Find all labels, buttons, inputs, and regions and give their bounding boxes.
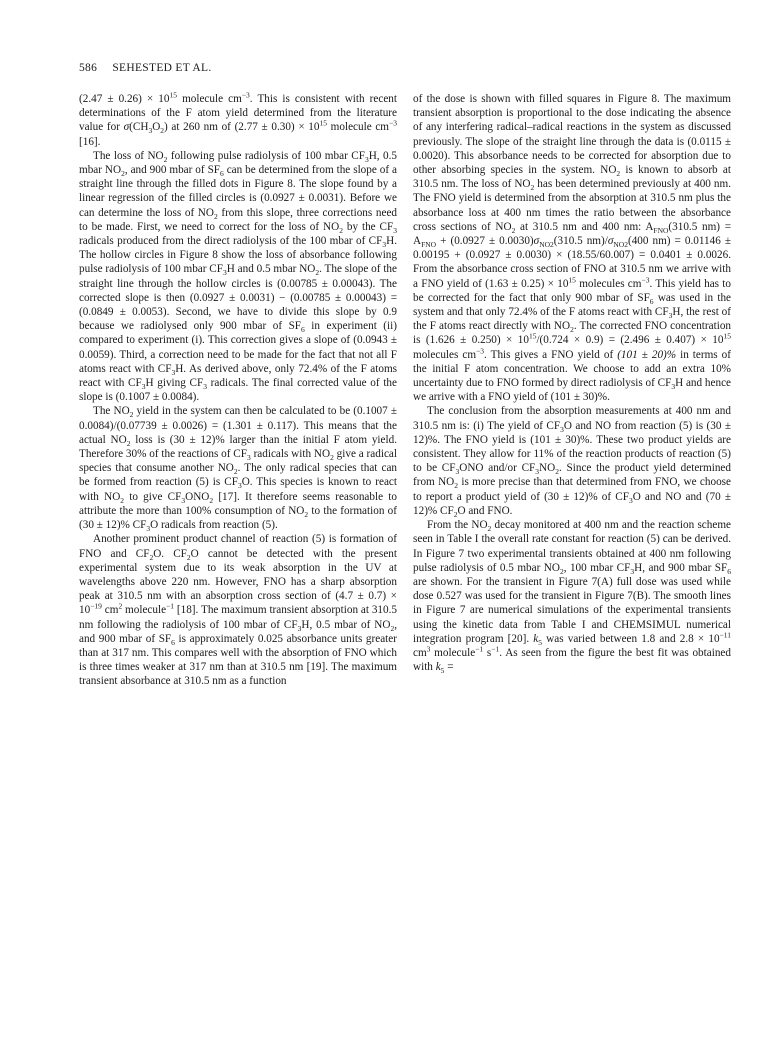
left-column [79,92,397,689]
running-head-authors: SEHESTED ET AL. [112,62,212,74]
running-header [79,62,212,74]
paragraph: $(2.47 \pm 0.26) \times 10^{15}$ molecule $cm^{-3}$. This is consistent with recent determinations of the F atom yield determined from the literature value for $\sigma(CH_3O_2)$ at 260 nm of $(2.77 \pm 0.30) \times 10^{15}$ molecule $cm^{-3}$ [16]. [79,90,397,148]
right-column [413,92,731,674]
paragraph: The $NO_2$ yield in the system can then be calculated to be (0.1007 ± 0.0084)/(0.07739 ± 0.0026) = (1.301 ± 0.117). This means that the actual $NO_2$ loss is (30 ± 12)% larger than the initial F atom yield. Therefore 30% of the reactions of $CF_3$ radicals with $NO_2$ give a radical species that consume another $NO_2$. The only radical species that can be formed from reaction (5) is $CF_3O$. This species is known to react with $NO_2$ to give $CF_3ONO_2$ [17]. It therefore seems reasonable to attribute the more than 100% consumption of $NO_2$ to the formation of (30 ± 12)% $CF_3O$ radicals from reaction (5). [79,405,398,534]
paragraph: of the dose is shown with filled squares in Figure 8. The maximum transient absorption is proportional to the dose indicating the absence of any interfering radical–radical reactions in the system as discussed previously. The slope of the straight line through the data is (0.0115 ± 0.0020). This absorbance needs to be corrected for absorption due to other absorbing species in the system. $NO_2$ is known to absorb at 310.5 nm. The loss of $NO_2$ has been determined previously at 400 nm. The FNO yield is determined from the absorption at 310.5 nm plus the absorbance loss at 400 nm times the ratio between the absorbance cross sections of $NO_2$ at 310.5 nm and 400 nm: $A_{FNO}(310.5$ $nm) = A_{FNO} + (0.0927 \pm 0.0030)\sigma_{NO2}(310.5$ $nm)/\sigma_{NO2}(400$ nm) = 0.01146 ± 0.00195 + (0.0927 ± 0.0030) × (18.55/60.007) = 0.0401 ± 0.0026. From the absorbance cross section of FNO at 310.5 nm we arrive with a FNO yield of $(1.63 \pm 0.25) \times 10^{15}$ molecules $cm^{-3}$. This yield has to be corrected for the fact that only 900 mbar of $SF_6$ was used in the system and that only 72.4% of the F atoms react with $CF_3H$, the rest of the F atoms react directly with $NO_2$. The corrected FNO concentration is $(1.626 \pm 0.250) \times 10^{15}/(0.724 \times 0.9) = (2.496 \pm 0.407) \times 10^{15}$ molecules $cm^{-3}$. This gives a FNO yield of (101 ± 20)% in terms of the initial F atom concentration. We choose to add an extra 10% uncertainty due to FNO formed by direct radiolysis of $CF_3H$ and hence we arrive with a FNO yield of (101 ± 30)%. [413,93,732,404]
page-number: 586 [79,62,98,74]
paragraph: Another prominent product channel of reaction (5) is formation of FNO and $CF_2O$. $CF_2O$ cannot be detected with the present experimental system due to its weak absorption in the UV at wavelengths above 220 nm. However, FNO has a sharp absorption peak at 310.5 nm with an absorption cross section of $(4.7 \pm 0.7) \times 10^{-19}$ $cm^2$ molecule$^{-1}$ [18]. The maximum transient absorption at 310.5 nm following the radiolysis of 100 mbar of $CF_3H$, 0.5 mbar of $NO_2$, and 900 mbar of $SF_6$ is approximately 0.025 absorbance units greater than at 317 nm. This compares well with the absorption of FNO which is three times weaker at 317 nm than at 310.5 nm [19]. The maximum transient absorbance at 310.5 nm as a function [79,533,397,688]
paragraph: The conclusion from the absorption measurements at 400 nm and 310.5 nm is: (i) The yield of $CF_3O$ and NO from reaction (5) is (30 ± 12)%. The FNO yield is (101 ± 30)%. These two product yields are consistent. They allow for 11% of the reaction products of reaction (5) to be $CF_3ONO$ and/or $CF_3NO_2$. Since the product yield determined from $NO_2$ is more precise than that determined from FNO, we choose to report a product yield of (30 ± 12)% of $CF_3O$ and NO and (70 ± 12)% $CF_2O$ and FNO. [413,405,732,520]
paragraph: From the $NO_2$ decay monitored at 400 nm and the reaction scheme seen in Table I the overall rate constant for reaction (5) can be derived. In Figure 7 two experimental transients obtained at 400 nm following pulse radiolysis of 0.5 mbar $NO_2$, 100 mbar $CF_3H$, and 900 mbar $SF_6$ are shown. For the transient in Figure 7(A) full dose was used while dose 0.527 was used for the transient in Figure 7(B). The smooth lines in Figure 7 are numerical simulations of the experimental transients using the kinetic data from Table I and CHEMSIMUL numerical integration program [20]. $k_5$ was varied between 1.8 and $2.8 \times 10^{-11}$ $cm^3$ molecule$^{-1}$ $s^{-1}$. As seen from the figure the best fit was obtained with $k_5$ = [413,519,731,676]
paragraph: The loss of $NO_2$ following pulse radiolysis of 100 mbar $CF_3H$, 0.5 mbar $NO_2$, and 900 mbar of $SF_6$ can be determined from the slope of a straight line through the filled dots in Figure 8. The slope found by a linear regression of the filled circles is (0.0927 ± 0.0031). Before we can determine the loss of $NO_2$ from this slope, three corrections need to be made. First, we need to correct for the loss of $NO_2$ by the $CF_3$ radicals produced from the direct radiolysis of the 100 mbar of $CF_3H$. The hollow circles in Figure 8 show the loss of absorbance following pulse radiolysis of 100 mbar $CF_3H$ and 0.5 mbar $NO_2$. The slope of the straight line through the hollow circles is (0.00785 ± 0.00043). The corrected slope is then (0.0927 ± 0.0031) − (0.00785 ± 0.00043) = (0.0849 ± 0.0053). Second, we have to divide this slope by 0.9 because we radiolysed only 900 mbar of $SF_6$ in experiment (ii) compared to experiment (i). This correction gives a slope of (0.0943 ± 0.0059). Third, a correction need to be made for the fact that not all F atoms react with $CF_3H$. As derived above, only 72.4% of the F atoms react with $CF_3H$ giving $CF_3$ radicals. The final corrected value of the slope is (0.1007 ± 0.0084). [79,149,398,404]
